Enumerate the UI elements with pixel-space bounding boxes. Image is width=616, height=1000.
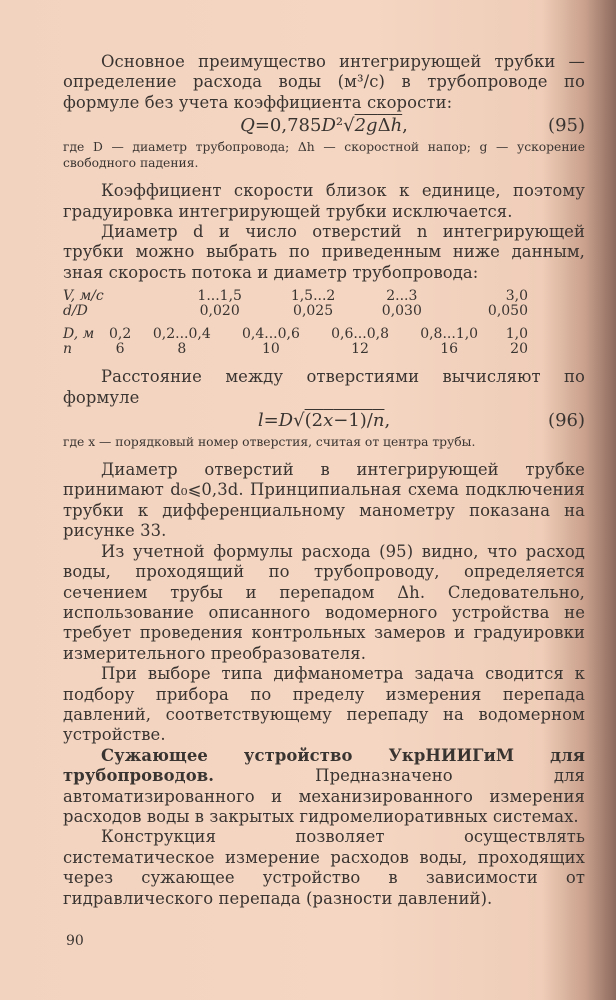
paragraph-flow-formula: Из учетной формулы расхода (95) видно, что расход воды, проходящий по трубопроводу, определяется сечением трубы и перепадом Δh. Следовательно, использование описанного водомерного устройства не требует проведения контрольных замеров и градуировки измерительного преобразователя. <box>63 541 585 663</box>
paragraph-intro: Основное преимущество интегрирующей трубки — определение расхода воды (м³/с) в трубопроводе по формуле без учета коэффициента скорости: <box>63 52 585 112</box>
paragraph-ukrniigim: Сужающее устройство УкрНИИГиМ для трубопроводов. Предназначено для автоматизированного и механизированного измерения расходов воды в закрытых гидромелиоративных системах. <box>63 745 585 826</box>
formula-96-note: где x — порядковый номер отверстия, считая от центра трубы. <box>63 435 476 450</box>
page-body <box>63 52 585 909</box>
table-row: d/D 0,020 0,025 0,030 0,050 <box>63 303 528 320</box>
paragraph-hole-spacing: Расстояние между отверстиями вычисляют по формуле <box>63 367 585 407</box>
page-number: 90 <box>66 933 84 949</box>
paragraph-difmanometer: При выборе типа дифманометра задача сводится к подбору прибора по пределу измерения перепада давлений, соответствующему перепаду на водомерном устройстве. <box>63 664 585 745</box>
formula-96 <box>63 408 585 434</box>
table-row: n 6 8 10 12 16 20 <box>63 341 528 358</box>
formula-95-note: где D — диаметр трубопровода; Δh — скоростной напор; g — ускорение свободного падения. <box>63 140 585 171</box>
formula-expression: l=D√(2x−1)/n, <box>257 410 391 432</box>
paragraph-hole-diameter: Диаметр отверстий в интегрирующей трубке принимают d₀⩽0,3d. Принципиальная схема подключения трубки к дифференциальному манометру показана на рисунке 33. <box>63 460 585 541</box>
formula-number: (96) <box>548 410 585 432</box>
formula-expression: Q=0,785D²√2gΔh, <box>240 115 408 137</box>
formula-number: (95) <box>548 115 585 137</box>
paragraph-construction: Конструкция позволяет осуществлять систематическое измерение расходов воды, проходящих через сужающее устройство в зависимости от гидравлического перепада (разности давлений). <box>63 827 585 908</box>
section-heading: Сужающее устройство УкрНИИГиМ для трубопроводов. <box>63 745 585 786</box>
diameter-table <box>63 327 528 357</box>
formula-95 <box>63 113 585 139</box>
paragraph-coefficient: Коэффициент скорости близок к единице, поэтому градуировка интегрирующей трубки исключается. <box>63 181 585 221</box>
table-row: D, м 0,2 0,2...0,4 0,4...0,6 0,6...0,8 0,8...1,0 1,0 <box>63 326 528 343</box>
velocity-table <box>63 289 528 319</box>
paragraph-diameter-choice: Диаметр d и число отверстий n интегрирующей трубки можно выбрать по приведенным ниже данным, зная скорость потока и диаметр трубопровода: <box>63 222 585 282</box>
table-row: V, м/с 1...1,5 1,5...2 2...3 3,0 <box>63 288 528 305</box>
